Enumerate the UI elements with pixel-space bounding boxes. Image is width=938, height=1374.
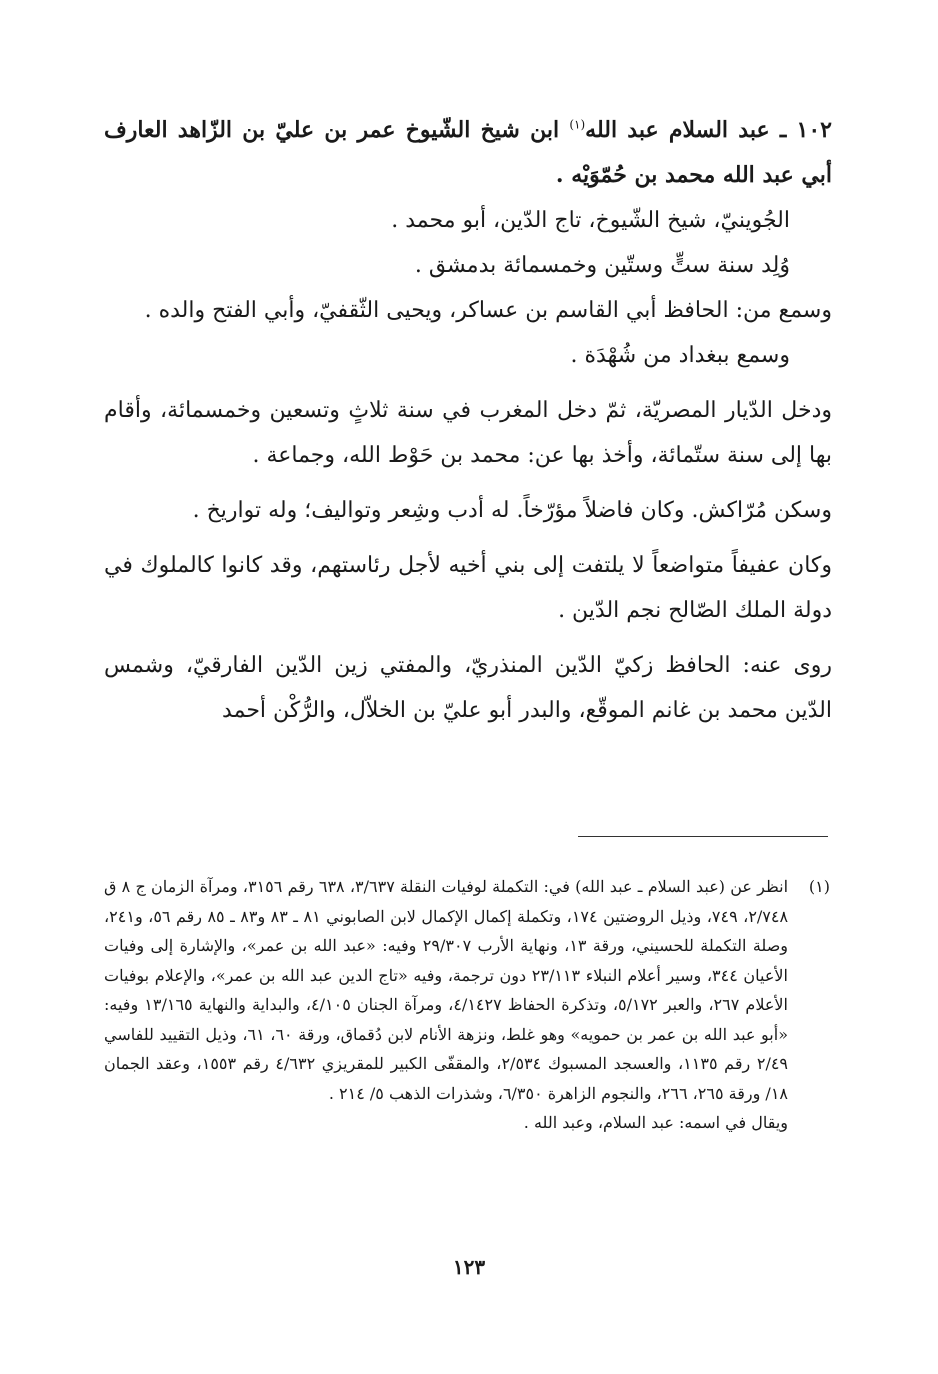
paragraph-narrators: روى عنه: الحافظ زكيّ الدّين المنذريّ، والمفتي زين الدّين الفارقيّ، وشمس الدّين محمد بن غانم الموقّع، والبدر أبو عليّ بن الخلاّل، والرُّكْن أحمد bbox=[104, 653, 832, 723]
page-number: ١٢٣ bbox=[452, 1255, 486, 1279]
paragraph-nisba: الجُوينيّ، شيخ الشّيوخ، تاج الدّين، أبو محمد . bbox=[391, 208, 790, 233]
footnote-reference[interactable]: (١) bbox=[569, 117, 586, 132]
footnote-body bbox=[104, 872, 788, 1138]
footnote-name-variant: ويقال في اسمه: عبد السلام، وعبد الله . bbox=[523, 1113, 788, 1132]
footnote-1 bbox=[104, 872, 830, 1138]
footnote-mark: (١) bbox=[808, 877, 830, 896]
main-text bbox=[104, 108, 832, 733]
paragraph-character: وكان عفيفاً متواضعاً لا يلتفت إلى بني أخيه لأجل رئاستهم، وقد كانوا كالملوك في دولة الملك الصّالح نجم الدّين . bbox=[104, 553, 832, 623]
entry-number: ١٠٢ bbox=[796, 117, 832, 143]
footnote-sources: انظر عن (عبد السلام ـ عبد الله) في: التكملة لوفيات النقلة ٣/٦٣٧، ٦٣٨ رقم ٣١٥٦، ومرآة الزمان ج ٨ ق ٢/٧٤٨، ٧٤٩، وذيل الروضتين ١٧٤، وتكملة إكمال الإكمال لابن الصابوني ٨١ ـ ٨٣ و٨٣ ـ ٨٥ رقم ٥٦، و٢٤١، وصلة التكملة للحسيني، ورقة ١٣، ونهاية الأرب ٢٩/٣٠٧ وفيه: «عبد الله بن عمر»، والإشارة إلى وفيات الأعيان ٣٤٤، وسير أعلام النبلاء ٢٣/١١٣ دون ترجمة، وفيه «تاج الدين عبد الله بن عمر»، والإعلام بوفيات الأعلام ٢٦٧، والعبر ٥/١٧٢، وتذكرة الحفاظ ٤/١٤٢٧، ومرآة الجنان ٤/١٠٥، والبداية والنهاية ١٣/١٦٥ وفيه: «أبو عبد الله بن عمر بن حمويه» وهو غلط، ونزهة الأنام لابن دُقماق، ورقة ٦٠، ٦١، وذيل التقييد للفاسي ٢/٤٩ رقم ١١٣٥، والعسجد المسبوك ٢/٥٣٤، والمقفّى الكبير للمقريزي ٤/٦٣٢ رقم ١٥٥٣، وعقد الجمان ١٨/ ورقة ٢٦٥، ٢٦٦، والنجوم الزاهرة ٦/٣٥٠، وشذرات الذهب ٥/ ٢١٤ . bbox=[104, 877, 789, 1103]
entry-dash: ـ bbox=[779, 117, 787, 143]
footnotes-section bbox=[104, 872, 830, 1138]
entry-title-lineage: ابن شيخ الشّيوخ عمر بن عليّ بن الزّاهد العارف أبي عبد الله محمد بن حُمّوَيْه . bbox=[104, 117, 832, 188]
entry-title-name: عبد السلام عبد الله bbox=[585, 117, 770, 143]
entry-heading bbox=[104, 108, 832, 198]
paragraph-baghdad: وسمع ببغداد من شُهْدَة . bbox=[570, 343, 790, 368]
paragraph-travels: ودخل الدّيار المصريّة، ثمّ دخل المغرب في سنة ثلاثٍ وتسعين وخمسمائة، وأقام بها إلى سنة ستّمائة، وأخذ بها عن: محمد بن حَوْط الله، وجماعة . bbox=[104, 398, 832, 468]
paragraph-marrakesh: وسكن مُرّاكش. وكان فاضلاً مؤرّخاً. له أدب وشِعر وتواليف؛ وله تواريخ . bbox=[192, 498, 832, 523]
paragraph-birth: وُلِد سنة ستٍّ وستّين وخمسمائة بدمشق . bbox=[414, 253, 790, 278]
footnote-divider bbox=[578, 836, 828, 837]
paragraph-teachers: وسمع من: الحافظ أبي القاسم بن عساكر، ويحيى الثّقفيّ، وأبي الفتح والده . bbox=[144, 298, 832, 323]
